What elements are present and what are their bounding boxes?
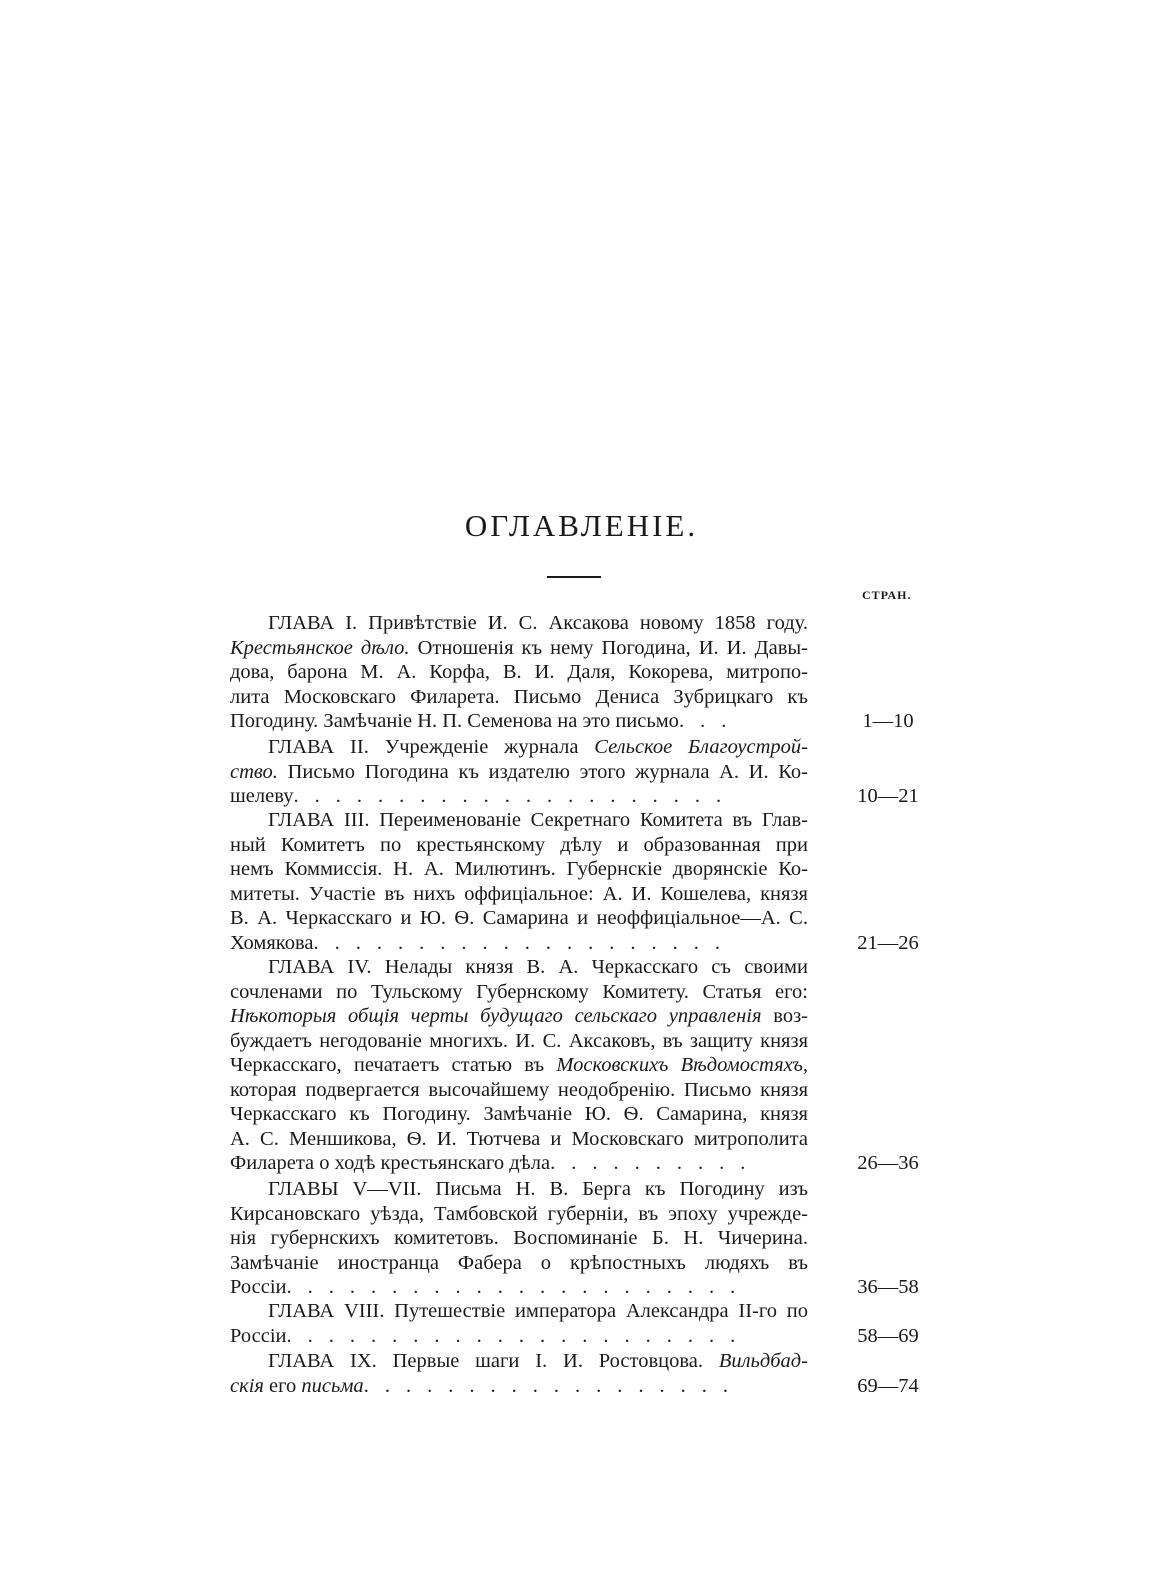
toc-entry-line: немъ Коммиссія. Н. А. Милютинъ. Губернскіе дворянскіе Ко- <box>230 858 808 880</box>
toc-entry-line: ГЛАВЫ V—VII. Письма Н. В. Берга къ Погодину изъ <box>268 1178 808 1200</box>
toc-entry-pages: 1—10 <box>862 710 914 732</box>
toc-entry-line: ГЛАВА IV. Нелады князя В. А. Черкасскаго съ своими <box>268 956 808 978</box>
toc-entry-line: Черкасскаго, печатаетъ статью въ Московскихъ Вѣдомостяхъ, <box>230 1054 808 1076</box>
toc-entry-pages: 58—69 <box>857 1324 919 1347</box>
toc-entry-line: ГЛАВА VIII. Путешествіе императора Александра II-го по <box>268 1300 808 1322</box>
toc-entry-line: митеты. Участіе въ нихъ оффиціальное: А. И. Кошелева, князя <box>230 882 808 905</box>
toc-entry-line: ГЛАВА II. Учрежденіе журнала Сельское Благоустрой- <box>268 736 808 758</box>
toc-entry-pages: 36—58 <box>857 1276 919 1298</box>
toc-entry-line: Погодину. Замѣчаніе Н. П. Семенова на это письмо... <box>230 710 743 732</box>
toc-entry-line: Нѣкоторыя общія черты будущаго сельскаго управленія воз- <box>230 1005 808 1027</box>
toc-entry-line: буждаетъ негодованіе многихъ. И. С. Аксаковъ, въ защиту князя <box>230 1029 808 1052</box>
toc-entry-pages: 26—36 <box>857 1152 919 1174</box>
pages-column-header: СТРАН. <box>862 588 912 602</box>
toc-entry-line: Филарета о ходѣ крестьянскаго дѣла.......... <box>230 1152 762 1174</box>
toc-entry-line: дова, барона М. А. Корфа, В. И. Даля, Кокорева, митропо- <box>230 661 808 683</box>
toc-entry-line: ный Комитетъ по крестьянскому дѣлу и образованная при <box>230 833 808 856</box>
toc-entry-line: скія его письма.................. <box>230 1374 744 1397</box>
toc-entry-line: Хомякова.................... <box>230 931 736 954</box>
toc-entry-line: Россіи...................... <box>230 1276 752 1298</box>
title-divider <box>547 576 601 578</box>
toc-entry-line: Россіи...................... <box>230 1324 752 1347</box>
toc-entry-line: Крестьянское дѣло. Отношенія къ нему Погодина, И. И. Давы- <box>230 636 808 659</box>
toc-entry-line: лита Московскаго Филарета. Письмо Дениса Зубрицкаго къ <box>230 685 808 708</box>
toc-entry-line: сочленами по Тульскому Губернскому Комитету. Статья его: <box>230 980 808 1003</box>
toc-entry-pages: 10—21 <box>857 785 919 807</box>
toc-entry-line: В. А. Черкасскаго и Ю. Ѳ. Самарина и неоффиціальное—А. С. <box>230 907 808 929</box>
toc-entry-line: А. С. Меншикова, Ѳ. И. Тютчева и Московскаго митрополита <box>230 1127 808 1150</box>
toc-entry-line: ГЛАВА III. Переименованіе Секретнаго Комитета въ Глав- <box>268 809 808 831</box>
toc-entry-line: ГЛАВА I. Привѣтствіе И. С. Аксакова новому 1858 году. <box>268 612 808 634</box>
page-title: ОГЛАВЛЕНІЕ. <box>464 508 699 543</box>
toc-entry-line: ГЛАВА IX. Первые шаги I. И. Ростовцова. Вильдбад- <box>268 1350 808 1372</box>
toc-entry-line: Черкасскаго къ Погодину. Замѣчаніе Ю. Ѳ. Самарина, князя <box>230 1103 808 1125</box>
toc-entry-line: шелеву..................... <box>230 785 738 807</box>
toc-entry-pages: 21—26 <box>857 931 919 954</box>
toc-entry-line: Кирсановскаго уѣзда, Тамбовской губерніи, въ эпоху учрежде- <box>230 1202 808 1225</box>
toc-entry-line: которая подвергается высочайшему неодобренію. Письмо князя <box>230 1078 808 1101</box>
toc-entry-pages: 69—74 <box>857 1374 919 1397</box>
toc-entry-line: нія губернскихъ комитетовъ. Воспоминаніе Б. Н. Чичерина. <box>230 1227 808 1249</box>
toc-entry-line: ство. Письмо Погодина къ издателю этого журнала А. И. Ко- <box>230 760 808 783</box>
toc-entry-line: Замѣчаніе иностранца Фабера о крѣпостныхъ людяхъ въ <box>230 1251 808 1274</box>
